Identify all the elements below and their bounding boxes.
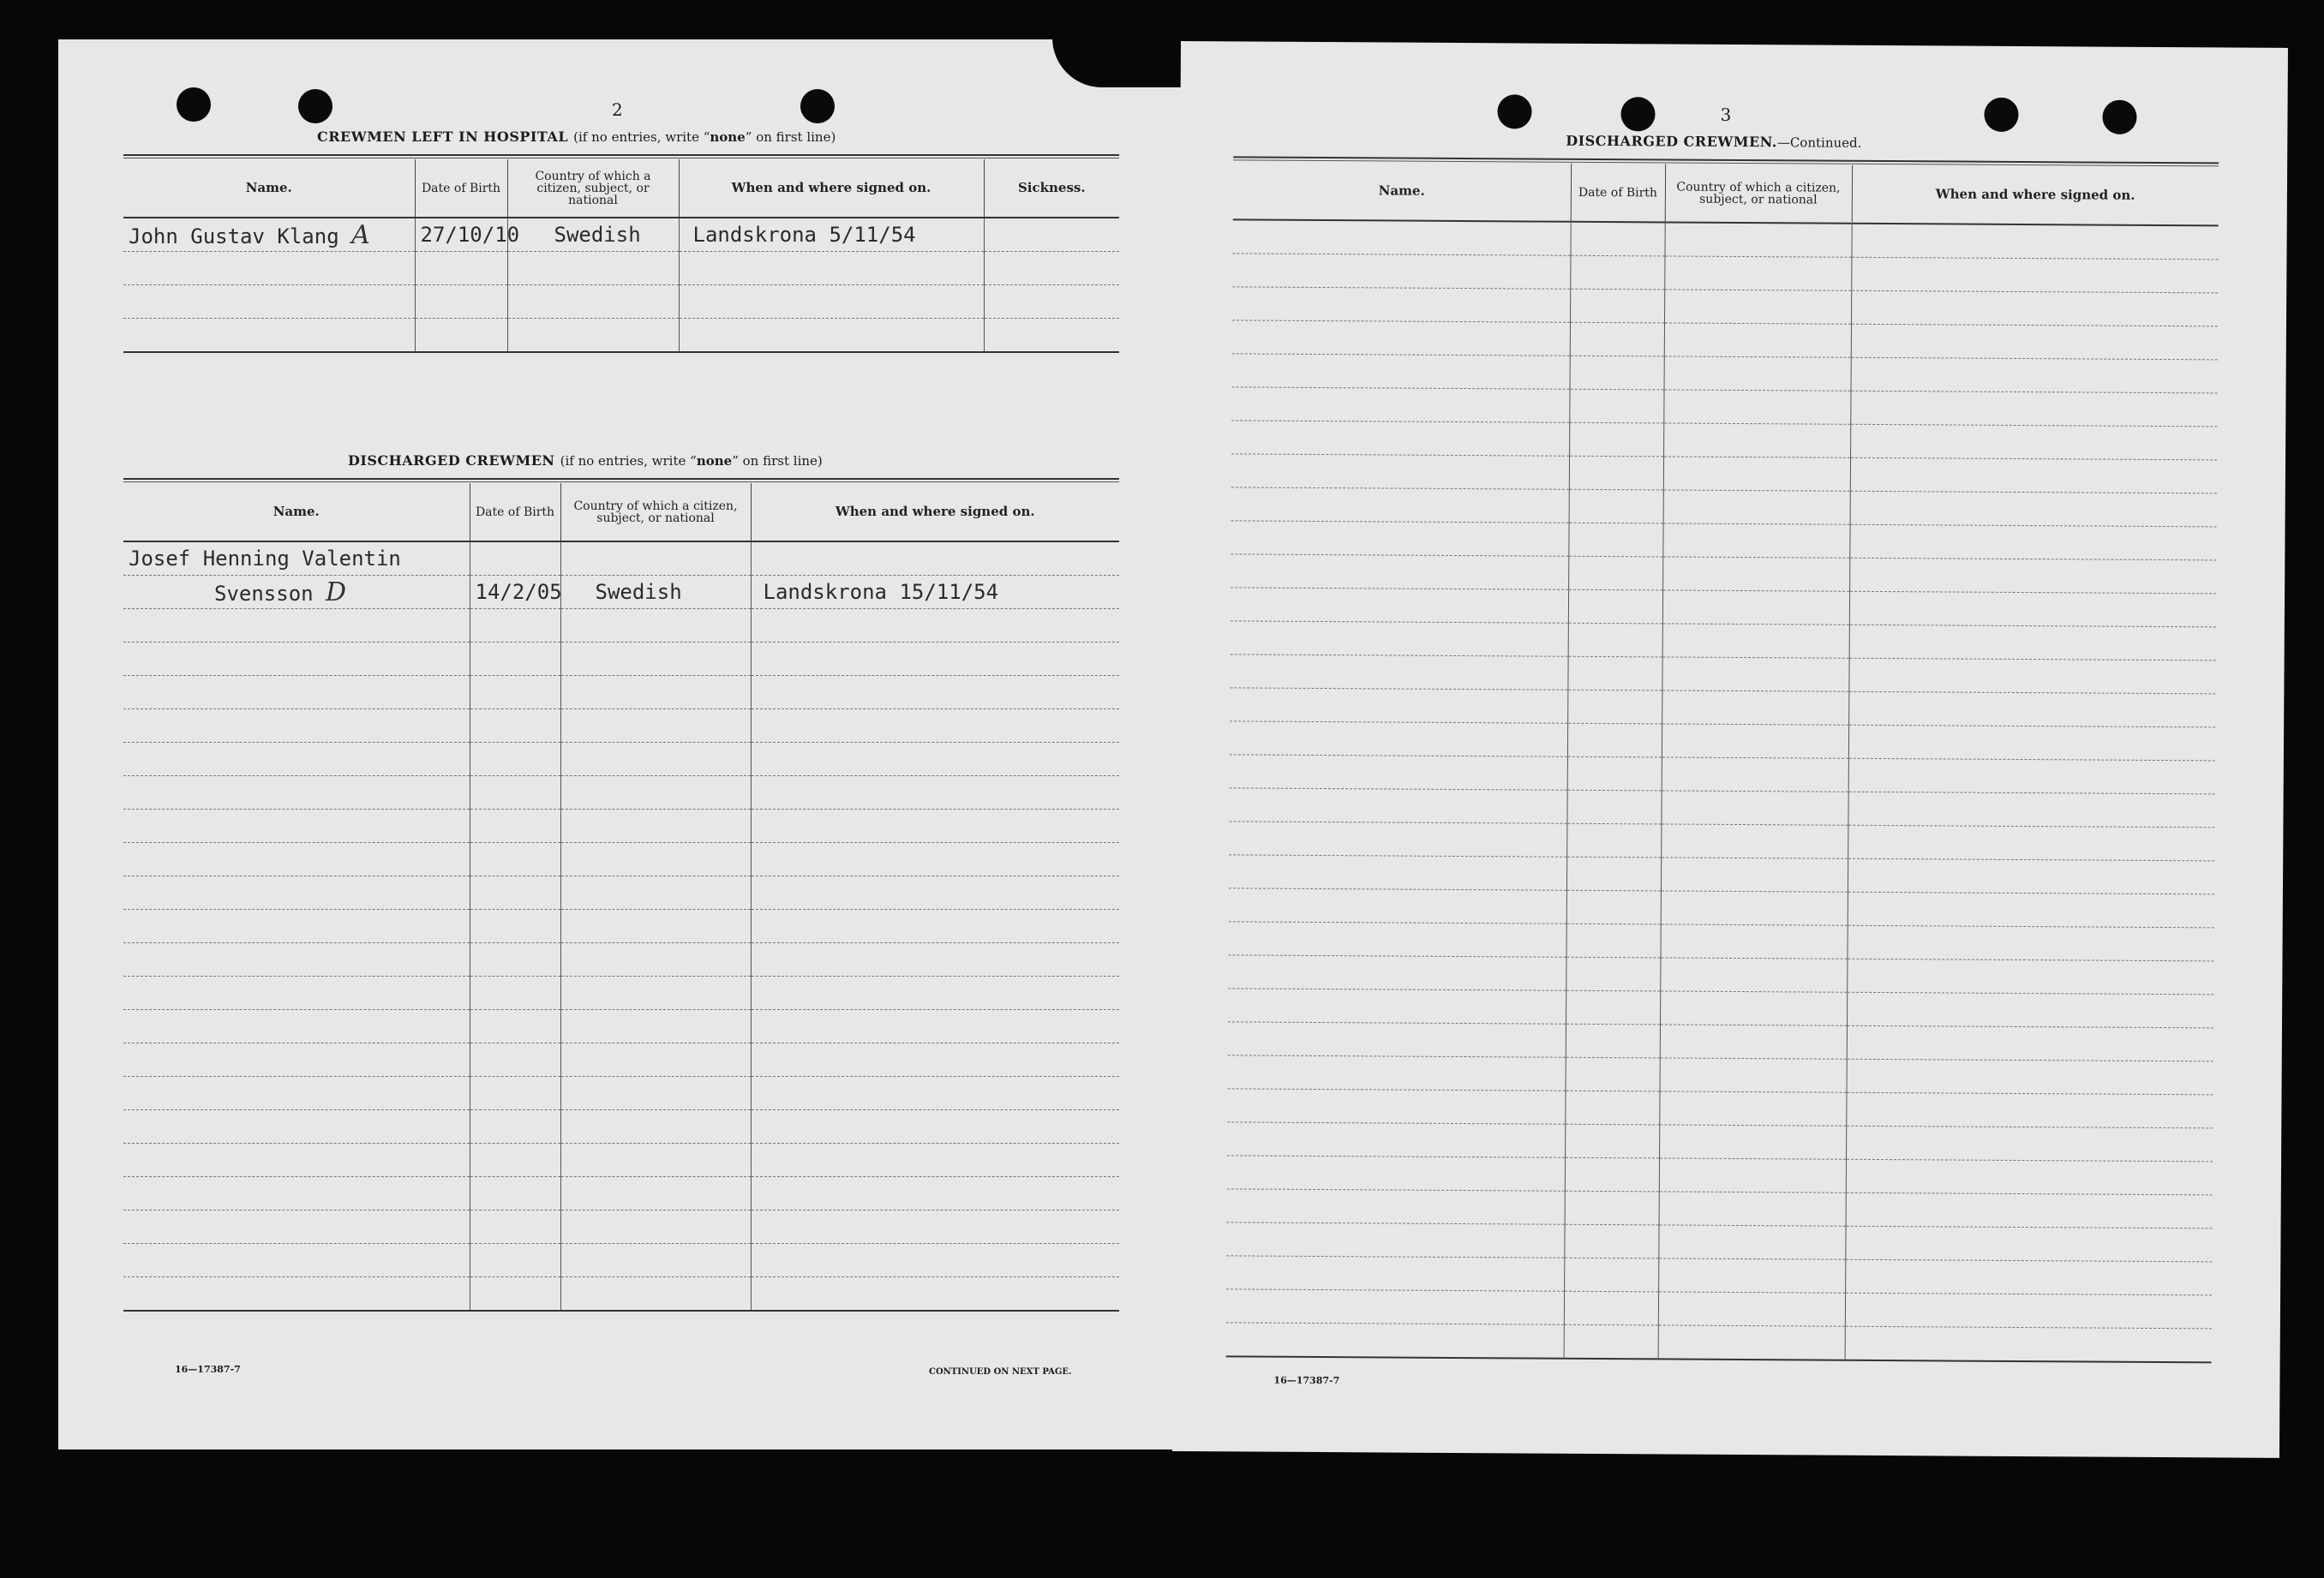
table-row [123,943,1119,977]
handwritten-mark: D [326,577,347,607]
punch-hole [177,87,211,122]
table-row [123,910,1119,943]
table-row [123,810,1119,843]
crew-name: John Gustav Klang [129,224,339,248]
continued-suffix: —Continued. [1776,134,1862,151]
table-row [123,1110,1119,1144]
punch-hole [1497,94,1531,129]
table-row [123,252,1119,285]
dob-cell: 27/10/10 [415,218,507,252]
table-row [123,1077,1119,1110]
hospital-note: (if no entries, write “none” on first line) [573,129,836,145]
table-row [123,676,1119,709]
punch-hole [1984,98,2018,132]
col-header-name: Name. [1233,161,1571,221]
crew-name-cell: Josef Henning Valentin [123,541,470,576]
col-header-name: Name. [123,159,415,218]
discharged-title-text: DISCHARGED CREWMEN [348,452,555,469]
crew-name-cell [123,218,415,252]
country-cell: Swedish [560,576,751,609]
signed-on-cell: Landskrona 5/11/54 [679,218,984,252]
table-row [123,1210,1119,1244]
table-row [123,776,1119,810]
table-row [123,743,1119,776]
table-row [123,1010,1119,1043]
table-row [123,218,1119,252]
discharged-section-title [348,452,823,469]
table-row [123,1244,1119,1277]
col-header-country: Country of which a citizen, subject, or national [560,483,751,541]
hospital-section-title [317,129,836,145]
table-row [1226,1323,2212,1363]
punch-hole [298,89,332,123]
right-form-page [1172,41,2288,1458]
table-row [123,541,1119,576]
col-header-country: Country of which a citizen, subject, or national [1665,164,1852,223]
punch-hole [1620,97,1655,131]
discharged-top-rule-2 [123,481,1119,482]
country-cell: Swedish [507,218,679,252]
col-header-dob: Date of Birth [415,159,507,218]
col-header-signed-on: When and where signed on. [679,159,984,218]
signed-on-cell: Landskrona 15/11/54 [751,576,1119,609]
hospital-top-rule [123,154,1119,156]
col-header-country: Country of which a citizen, subject, or national [507,159,679,218]
crew-name-cell [123,576,470,609]
table-row [123,609,1119,643]
table-row [123,1277,1119,1312]
page-number: 3 [1720,104,1732,125]
form-number: 16—17387-7 [1273,1374,1340,1387]
left-form-page [58,39,1203,1449]
punch-hole [2102,100,2136,134]
table-row [123,576,1119,609]
table-row [123,643,1119,676]
discharged-continued-text: DISCHARGED CREWMEN. [1566,132,1777,151]
table-row [123,1043,1119,1077]
form-number: 16—17387-7 [175,1364,241,1375]
table-row [123,977,1119,1010]
table-row [123,1144,1119,1177]
handwritten-mark: A [351,219,370,250]
col-header-name: Name. [123,483,470,541]
sickness-cell [984,218,1119,252]
discharged-continued-title [1566,133,1861,151]
table-row [123,285,1119,319]
page-number: 2 [612,99,623,120]
table-row [123,876,1119,910]
crew-surname: Svensson [214,581,314,606]
col-header-dob: Date of Birth [1571,164,1665,223]
table-row [123,709,1119,743]
table-row [123,1177,1119,1210]
col-header-dob: Date of Birth [470,483,560,541]
table-row [1232,219,2218,260]
discharged-continued-table [1226,161,2219,1363]
discharged-note: (if no entries, write “none” on first line) [560,453,823,469]
hospital-title-text: CREWMEN LEFT IN HOSPITAL [317,129,569,145]
dob-cell: 14/2/05 [470,576,560,609]
table-row [123,319,1119,353]
discharged-table [123,483,1119,1312]
continued-note: CONTINUED ON NEXT PAGE. [929,1367,1072,1377]
col-header-signed-on: When and where signed on. [1852,165,2219,226]
hospital-table [123,159,1119,353]
table-row [123,843,1119,876]
col-header-sickness: Sickness. [984,159,1119,218]
punch-hole [800,89,835,123]
col-header-signed-on: When and where signed on. [751,483,1119,541]
discharged-top-rule [123,478,1119,480]
